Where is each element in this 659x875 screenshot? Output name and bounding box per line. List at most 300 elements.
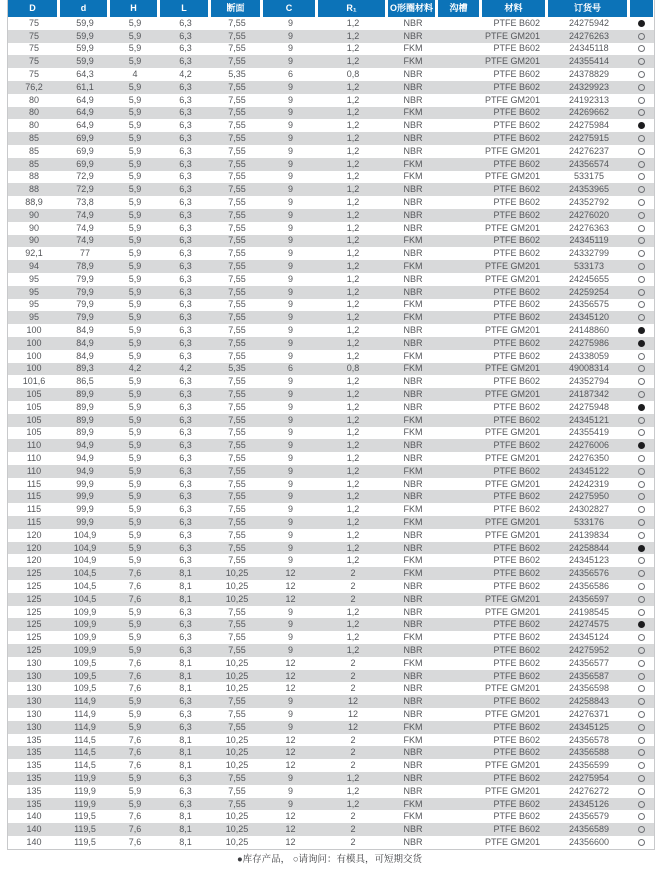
cell-oring: FKM (403, 721, 423, 732)
cell-L: 8,1 (179, 593, 192, 604)
cell-D: 115 (26, 491, 42, 502)
cell-oring: FKM (403, 427, 423, 438)
cell-D: 90 (28, 235, 39, 246)
cell-H: 5,9 (128, 465, 142, 476)
cell-D: 105 (26, 389, 42, 399)
stock-cell (630, 337, 653, 350)
stock-open-icon (638, 481, 645, 488)
stock-open-icon (638, 289, 645, 296)
cell-order: 24353965 (568, 184, 610, 195)
cell-material: PTFE GM201 (484, 171, 540, 182)
cell-d: 72,9 (76, 171, 94, 182)
stock-cell (630, 247, 653, 260)
cell-L: 6,3 (179, 261, 192, 272)
cell-groove (438, 746, 482, 759)
cell-D: 100 (26, 325, 42, 336)
cell-groove (438, 670, 482, 683)
cell-oring: NBR (403, 708, 423, 719)
cell-groove (438, 247, 482, 260)
cell-H: 5,9 (128, 312, 142, 323)
cell-D: 130 (26, 708, 42, 719)
cell-section: 7,55 (228, 491, 246, 502)
cell-L: 4,2 (179, 69, 192, 80)
cell-d: 99,9 (76, 504, 94, 515)
cell-L: 6,3 (179, 133, 192, 144)
cell-H: 5,9 (128, 337, 142, 348)
cell-H: 7,6 (128, 683, 142, 694)
cell-groove (438, 490, 482, 503)
cell-section: 7,55 (228, 376, 246, 387)
cell-section: 7,55 (228, 145, 246, 156)
cell-oring: NBR (403, 273, 423, 284)
cell-section: 7,55 (228, 209, 246, 220)
stock-cell (630, 516, 653, 529)
cell-material: PTFE B602 (493, 414, 540, 425)
cell-groove (438, 529, 482, 542)
cell-section: 7,55 (228, 708, 246, 719)
cell-L: 6,3 (179, 644, 192, 655)
cell-d: 109,9 (73, 644, 97, 655)
stock-open-icon (638, 391, 645, 398)
cell-d: 69,9 (76, 158, 94, 169)
cell-L: 6,3 (179, 619, 192, 630)
cell-C: 9 (287, 299, 293, 310)
cell-material: PTFE B602 (493, 120, 540, 131)
stock-open-icon (638, 250, 645, 257)
cell-order: 24275948 (568, 401, 610, 412)
cell-section: 10,25 (225, 580, 249, 591)
cell-material: PTFE GM201 (484, 683, 540, 694)
cell-groove (438, 43, 482, 56)
table-row (8, 657, 654, 670)
stock-cell (630, 183, 653, 196)
cell-groove (438, 452, 482, 465)
cell-oring: FKM (403, 107, 423, 118)
cell-groove (438, 503, 482, 516)
cell-D: 140 (26, 824, 42, 835)
cell-d: 74,9 (76, 235, 94, 246)
cell-groove (438, 682, 482, 695)
cell-C: 9 (287, 56, 293, 67)
cell-oring: FKM (403, 171, 423, 182)
cell-L: 6,3 (179, 504, 192, 515)
cell-section: 5,35 (228, 69, 246, 80)
cell-D: 95 (28, 299, 39, 310)
cell-D: 110 (26, 452, 42, 463)
cell-C: 12 (285, 734, 296, 745)
cell-d: 94,9 (76, 440, 94, 451)
cell-groove (438, 324, 482, 337)
cell-D: 130 (26, 670, 42, 681)
cell-L: 8,1 (179, 683, 192, 694)
cell-order: 24302827 (568, 504, 610, 515)
table-row (8, 427, 654, 440)
cell-oring: FKM (403, 235, 423, 246)
cell-oring: FKM (403, 43, 423, 54)
cell-d: 89,9 (76, 414, 94, 425)
cell-L: 6,3 (179, 235, 192, 246)
cell-oring: NBR (403, 670, 423, 681)
cell-oring: NBR (403, 683, 423, 694)
cell-section: 7,55 (228, 478, 246, 489)
cell-material: PTFE B602 (493, 491, 540, 502)
cell-d: 104,5 (73, 580, 97, 591)
cell-H: 7,6 (128, 734, 142, 745)
cell-L: 6,3 (179, 632, 192, 643)
stock-open-icon (638, 532, 645, 539)
stock-filled-icon (638, 621, 645, 628)
cell-section: 7,55 (228, 325, 246, 336)
cell-section: 7,55 (228, 785, 246, 796)
cell-order: 24355414 (568, 56, 610, 67)
stock-cell (630, 670, 653, 683)
cell-R1: 1,2 (346, 133, 360, 144)
table-row (8, 554, 654, 567)
cell-R1: 1,2 (346, 94, 360, 105)
cell-material: PTFE GM201 (484, 452, 540, 463)
cell-C: 9 (287, 504, 293, 515)
cell-C: 9 (287, 401, 293, 412)
stock-cell (630, 235, 653, 248)
cell-C: 9 (287, 184, 293, 195)
cell-section: 7,55 (228, 43, 246, 54)
cell-H: 5,9 (128, 81, 142, 92)
cell-R1: 1,2 (346, 772, 360, 783)
cell-d: 64,9 (76, 120, 94, 131)
cell-D: 130 (26, 683, 42, 694)
cell-C: 9 (287, 171, 293, 182)
cell-oring: FKM (403, 158, 423, 169)
cell-L: 8,1 (179, 811, 192, 822)
cell-H: 5,9 (128, 632, 142, 643)
stock-cell (630, 465, 653, 478)
stock-open-icon (638, 378, 645, 385)
cell-D: 115 (26, 504, 42, 515)
parts-table (7, 0, 655, 850)
stock-cell (630, 119, 653, 132)
cell-R1: 1,2 (346, 491, 360, 502)
cell-order: 24356577 (568, 657, 610, 668)
cell-order: 24275942 (568, 17, 610, 28)
cell-oring: NBR (403, 529, 423, 540)
cell-d: 79,9 (76, 299, 94, 310)
cell-C: 12 (285, 824, 296, 835)
cell-C: 12 (285, 657, 296, 668)
stock-cell (630, 798, 653, 811)
stock-open-icon (638, 673, 645, 680)
stock-open-icon (638, 429, 645, 436)
cell-d: 69,9 (76, 145, 94, 156)
cell-groove (438, 286, 482, 299)
cell-groove (438, 618, 482, 631)
cell-section: 7,55 (228, 644, 246, 655)
cell-material: PTFE B602 (493, 670, 540, 681)
cell-R1: 1,2 (346, 350, 360, 361)
cell-groove (438, 593, 482, 606)
cell-L: 8,1 (179, 568, 192, 579)
cell-order: 24345121 (568, 414, 610, 425)
cell-oring: NBR (403, 452, 423, 463)
cell-section: 7,55 (228, 632, 246, 643)
cell-R1: 1,2 (346, 529, 360, 540)
cell-C: 9 (287, 529, 293, 540)
cell-d: 59,9 (76, 30, 94, 41)
cell-L: 6,3 (179, 401, 192, 412)
cell-section: 10,25 (225, 811, 249, 822)
cell-material: PTFE B602 (493, 772, 540, 783)
cell-L: 6,3 (179, 158, 192, 169)
cell-material: PTFE GM201 (484, 389, 540, 399)
cell-oring: FKM (403, 56, 423, 67)
stock-open-icon (638, 711, 645, 718)
cell-d: 74,9 (76, 209, 94, 220)
cell-oring: NBR (403, 619, 423, 630)
cell-groove (438, 631, 482, 644)
cell-oring: FKM (403, 350, 423, 361)
stock-open-icon (638, 148, 645, 155)
cell-groove (438, 260, 482, 273)
cell-oring: NBR (403, 760, 423, 771)
cell-C: 12 (285, 811, 296, 822)
cell-C: 6 (287, 363, 293, 374)
cell-oring: NBR (403, 389, 423, 399)
table-row (8, 401, 654, 414)
cell-d: 114,5 (74, 760, 96, 771)
cell-d: 119,9 (74, 798, 96, 809)
cell-oring: NBR (403, 325, 423, 336)
cell-order: 24276363 (568, 222, 610, 233)
cell-D: 105 (26, 414, 42, 425)
cell-D: 105 (26, 427, 42, 438)
cell-order: 24276263 (568, 30, 610, 41)
cell-order: 24332799 (568, 248, 610, 259)
cell-R1: 1,2 (346, 273, 360, 284)
cell-C: 9 (287, 145, 293, 156)
cell-order: 24275954 (568, 772, 610, 783)
cell-oring: NBR (403, 824, 423, 835)
stock-cell (630, 580, 653, 593)
cell-d: 114,9 (74, 721, 96, 732)
cell-section: 7,55 (228, 81, 246, 92)
cell-d: 109,9 (73, 606, 97, 617)
stock-open-icon (638, 596, 645, 603)
cell-order: 24258843 (568, 696, 610, 707)
cell-material: PTFE B602 (493, 184, 540, 195)
cell-C: 9 (287, 465, 293, 476)
stock-open-icon (638, 698, 645, 705)
cell-C: 9 (287, 209, 293, 220)
cell-material: PTFE B602 (493, 824, 540, 835)
cell-C: 9 (287, 440, 293, 451)
cell-R1: 1,2 (346, 145, 360, 156)
cell-section: 7,55 (228, 222, 246, 233)
cell-C: 9 (287, 478, 293, 489)
cell-C: 9 (287, 235, 293, 246)
cell-C: 9 (287, 325, 293, 336)
cell-R1: 1,2 (346, 542, 360, 553)
cell-D: 115 (26, 516, 42, 527)
cell-C: 9 (287, 273, 293, 284)
table-row (8, 350, 654, 363)
cell-H: 5,9 (128, 120, 142, 131)
cell-L: 6,3 (179, 427, 192, 438)
cell-H: 5,9 (128, 389, 142, 399)
table-row (8, 132, 654, 145)
cell-d: 104,9 (73, 529, 97, 540)
cell-d: 119,5 (74, 824, 96, 835)
cell-material: PTFE B602 (493, 248, 540, 259)
cell-groove (438, 785, 482, 798)
cell-d: 119,5 (74, 811, 96, 822)
cell-d: 79,9 (76, 273, 94, 284)
cell-material: PTFE B602 (493, 465, 540, 476)
cell-material: PTFE B602 (493, 350, 540, 361)
table-row (8, 171, 654, 184)
cell-D: 75 (28, 30, 39, 41)
cell-groove (438, 388, 482, 401)
cell-groove (438, 81, 482, 94)
cell-L: 6,3 (179, 325, 192, 336)
cell-section: 7,55 (228, 440, 246, 451)
cell-C: 6 (287, 69, 293, 80)
cell-oring: NBR (403, 94, 423, 105)
cell-D: 88,9 (25, 197, 43, 208)
cell-order: 24245655 (568, 273, 610, 284)
cell-D: 125 (26, 644, 42, 655)
cell-d: 119,5 (74, 836, 96, 847)
cell-section: 10,25 (225, 734, 249, 745)
cell-section: 10,25 (225, 824, 249, 835)
cell-R1: 2 (350, 670, 356, 681)
cell-D: 85 (28, 145, 39, 156)
cell-section: 7,55 (228, 606, 246, 617)
stock-cell (630, 414, 653, 427)
cell-R1: 1,2 (346, 235, 360, 246)
cell-oring: NBR (403, 491, 423, 502)
cell-C: 9 (287, 644, 293, 655)
cell-L: 4,2 (179, 363, 192, 374)
stock-open-icon (638, 801, 645, 808)
cell-C: 9 (287, 337, 293, 348)
cell-R1: 1,2 (346, 312, 360, 323)
cell-material: PTFE B602 (493, 568, 540, 579)
cell-oring: NBR (403, 376, 423, 387)
table-row (8, 810, 654, 823)
cell-material: PTFE B602 (493, 235, 540, 246)
cell-D: 85 (28, 133, 39, 144)
stock-cell (630, 567, 653, 580)
cell-order: 24148860 (568, 325, 610, 336)
cell-H: 5,9 (128, 145, 142, 156)
cell-C: 9 (287, 708, 293, 719)
cell-L: 6,3 (179, 248, 192, 259)
cell-R1: 1,2 (346, 785, 360, 796)
cell-C: 9 (287, 516, 293, 527)
cell-H: 5,9 (128, 606, 142, 617)
stock-filled-icon (638, 122, 645, 129)
table-row (8, 81, 654, 94)
table-row (8, 618, 654, 631)
cell-d: 74,9 (76, 222, 94, 233)
cell-groove (438, 55, 482, 68)
stock-open-icon (638, 45, 645, 52)
cell-C: 9 (287, 376, 293, 387)
table-row (8, 375, 654, 388)
cell-oring: FKM (403, 299, 423, 310)
cell-oring: FKM (403, 261, 423, 272)
cell-order: 24356600 (568, 836, 610, 847)
stock-cell (630, 43, 653, 56)
stock-open-icon (638, 135, 645, 142)
cell-groove (438, 196, 482, 209)
cell-C: 9 (287, 248, 293, 259)
cell-R1: 2 (350, 593, 356, 604)
cell-L: 6,3 (179, 389, 192, 399)
cell-D: 140 (26, 836, 42, 847)
cell-d: 104,9 (73, 542, 97, 553)
table-row (8, 503, 654, 516)
cell-order: 533173 (573, 261, 605, 272)
cell-order: 24355419 (568, 427, 610, 438)
cell-section: 7,55 (228, 516, 246, 527)
cell-oring: FKM (403, 504, 423, 515)
cell-R1: 0,8 (346, 363, 360, 374)
table-row (8, 452, 654, 465)
table-header (8, 0, 654, 17)
stock-open-icon (638, 173, 645, 180)
cell-order: 24276272 (568, 785, 610, 796)
cell-R1: 1,2 (346, 325, 360, 336)
cell-section: 10,25 (225, 760, 249, 771)
cell-H: 5,9 (128, 798, 142, 809)
stock-filled-icon (638, 340, 645, 347)
table-row (8, 324, 654, 337)
cell-groove (438, 644, 482, 657)
cell-H: 5,9 (128, 619, 142, 630)
cell-d: 59,9 (76, 43, 94, 54)
cell-D: 140 (26, 811, 42, 822)
table-row (8, 798, 654, 811)
cell-groove (438, 94, 482, 107)
cell-H: 7,6 (128, 760, 142, 771)
stock-open-icon (638, 84, 645, 91)
stock-filled-icon (638, 404, 645, 411)
stock-cell (630, 324, 653, 337)
cell-C: 12 (285, 760, 296, 771)
cell-groove (438, 657, 482, 670)
cell-H: 5,9 (128, 401, 142, 412)
cell-section: 10,25 (225, 670, 249, 681)
cell-H: 5,9 (128, 248, 142, 259)
table-row (8, 107, 654, 120)
cell-material: PTFE B602 (493, 440, 540, 451)
stock-open-icon (638, 276, 645, 283)
cell-groove (438, 810, 482, 823)
cell-R1: 1,2 (346, 184, 360, 195)
cell-groove (438, 721, 482, 734)
cell-D: 88 (28, 184, 39, 195)
cell-material: PTFE GM201 (484, 222, 540, 233)
cell-d: 94,9 (76, 452, 94, 463)
cell-D: 135 (26, 785, 42, 796)
cell-C: 9 (287, 414, 293, 425)
cell-section: 7,55 (228, 286, 246, 297)
cell-R1: 1,2 (346, 248, 360, 259)
cell-C: 12 (285, 580, 296, 591)
cell-section: 7,55 (228, 427, 246, 438)
stock-legend: ●库存产品， ○请询问：有模具，可短期交货 (236, 854, 423, 865)
stock-open-icon (638, 237, 645, 244)
